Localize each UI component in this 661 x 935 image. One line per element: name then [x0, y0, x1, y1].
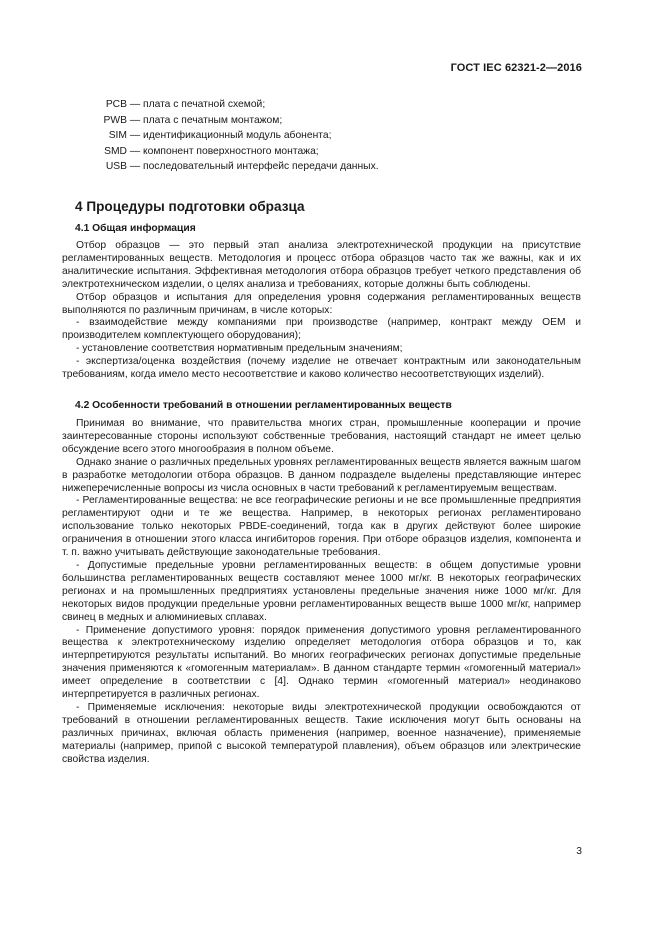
- paragraph: Принимая во внимание, что правительства многих стран, промышленные кооперации и прочие заинтересованные стороны используют собственные требования, настоящий стандарт не имеет целью обсуждение всего этого многообразия в полном объеме.: [62, 418, 581, 455]
- abbreviation-term: PCB: [105, 99, 127, 110]
- subsection-title-4-2: 4.2 Особенности требований в отношении регламентированных веществ: [75, 400, 452, 411]
- abbreviation-item: [75, 113, 585, 129]
- list-item: - Допустимые предельные уровни регламентированных веществ: в общем допустимые уровни большинства регламентированных веществ составляют менее 1000 мг/кг. В некоторых географических регионах и на промышленных предприятиях установлены предельные значения ниже 1000 мг/кг. Для некоторых видов продукции предельные уровни регламентированных веществ выше 1000 мг/кг, например свинец в медных и алюминиевых сплавах.: [62, 559, 581, 623]
- abbreviation-term: SMD: [104, 145, 127, 157]
- abbreviation-dash: —: [129, 114, 141, 126]
- abbreviation-term: PWB: [103, 114, 127, 126]
- list-item: - Регламентированные вещества: не все географические регионы и не все промышленные предприятия регламентируют одни и те же вещества. Например, в некоторых регионах регламентировано использование только некоторых PBDE-соединений, тогда как в других действуют более широкие ограничения в отношении этого класса ингибиторов горения. При отборе образцов изделия, компонента и т. п. важно учитывать действующие законодательные требования.: [62, 495, 581, 559]
- abbreviation-definition: плата с печатной схемой;: [143, 99, 266, 110]
- subsection-title-4-1: 4.1 Общая информация: [75, 223, 196, 234]
- abbreviation-term: USB: [105, 161, 127, 173]
- abbreviation-dash: —: [129, 99, 141, 110]
- list-item: - установление соответствия нормативным предельным значениям;: [76, 343, 403, 355]
- document-header: ГОСТ IEC 62321-2—2016: [450, 62, 582, 74]
- subsection-4-1-body: [62, 240, 581, 382]
- abbreviation-definition: компонент поверхностного монтажа;: [143, 145, 319, 157]
- list-item: - взаимодействие между компаниями при производстве (например, контракт между OEM и производителем комплектующего оборудования);: [62, 317, 581, 342]
- abbreviation-dash: —: [129, 145, 141, 157]
- paragraph: Отбор образцов — это первый этап анализа электротехнической продукции на присутствие регламентированных веществ. Методология и процесс отбора образцов часто так же важны, как и их аналитические испытания. Эффективная методология отбора образцов требует четкого представления об электротехническом изделии, о целях анализа и требованиях, которые должны быть соблюдены.: [62, 240, 581, 290]
- abbreviations-list: [75, 97, 585, 175]
- abbreviation-item: [75, 128, 585, 144]
- abbreviation-item: [75, 159, 585, 175]
- abbreviation-dash: —: [129, 130, 141, 142]
- abbreviation-definition: последовательный интерфейс передачи данных.: [143, 161, 379, 173]
- list-item: - экспертиза/оценка воздействия (почему изделие не отвечает контрактным или законодательным требованиям, когда имело место несоответствие и каково количество несоответствующих изделий).: [62, 356, 581, 381]
- section-title: 4 Процедуры подготовки образца: [75, 199, 305, 214]
- list-item: - Применение допустимого уровня: порядок применения допустимого уровня регламентированного вещества к электротехническому изделию определяет методология отбора образцов и то, как интерпретируются результаты испытаний. Во многих географических регионах допустимые предельные значения применяются к «гомогенным материалам». В данном стандарте термин «гомогенный материал» имеет определение в соответствии с [4]. Однако термин «гомогенный материал» неодинаково интерпретируется в различных регионах.: [62, 624, 581, 701]
- abbreviation-item: [75, 97, 585, 113]
- abbreviation-item: [75, 144, 585, 160]
- paragraph: Отбор образцов и испытания для определения уровня содержания регламентированных веществ выполняются по различным причинам, в числе которых:: [62, 291, 581, 316]
- abbreviation-term: SIM: [108, 130, 127, 142]
- abbreviation-definition: плата с печатным монтажом;: [143, 114, 283, 126]
- abbreviation-dash: —: [129, 161, 141, 173]
- paragraph: Однако знание о различных предельных уровнях регламентированных веществ является важным шагом в разработке методологии отбора образцов. В данном подразделе выделены представляющие интерес нижеперечисленные вопросы из числа основных в части требований к регламентируемым веществам.: [62, 456, 581, 494]
- page-number: 3: [576, 846, 582, 857]
- abbreviation-definition: идентификационный модуль абонента;: [143, 130, 332, 142]
- list-item: - Применяемые исключения: некоторые виды электротехнической продукции освобождаются от требований в отношении регламентированных веществ. Такие исключения могут быть основаны на различных причинах, включая область применения (например, военное назначение), применяемые материалы (например, припой с высокой температурой плавления), объем образцов или электрические свойства изделия.: [62, 701, 581, 765]
- subsection-4-2-body: [62, 418, 581, 766]
